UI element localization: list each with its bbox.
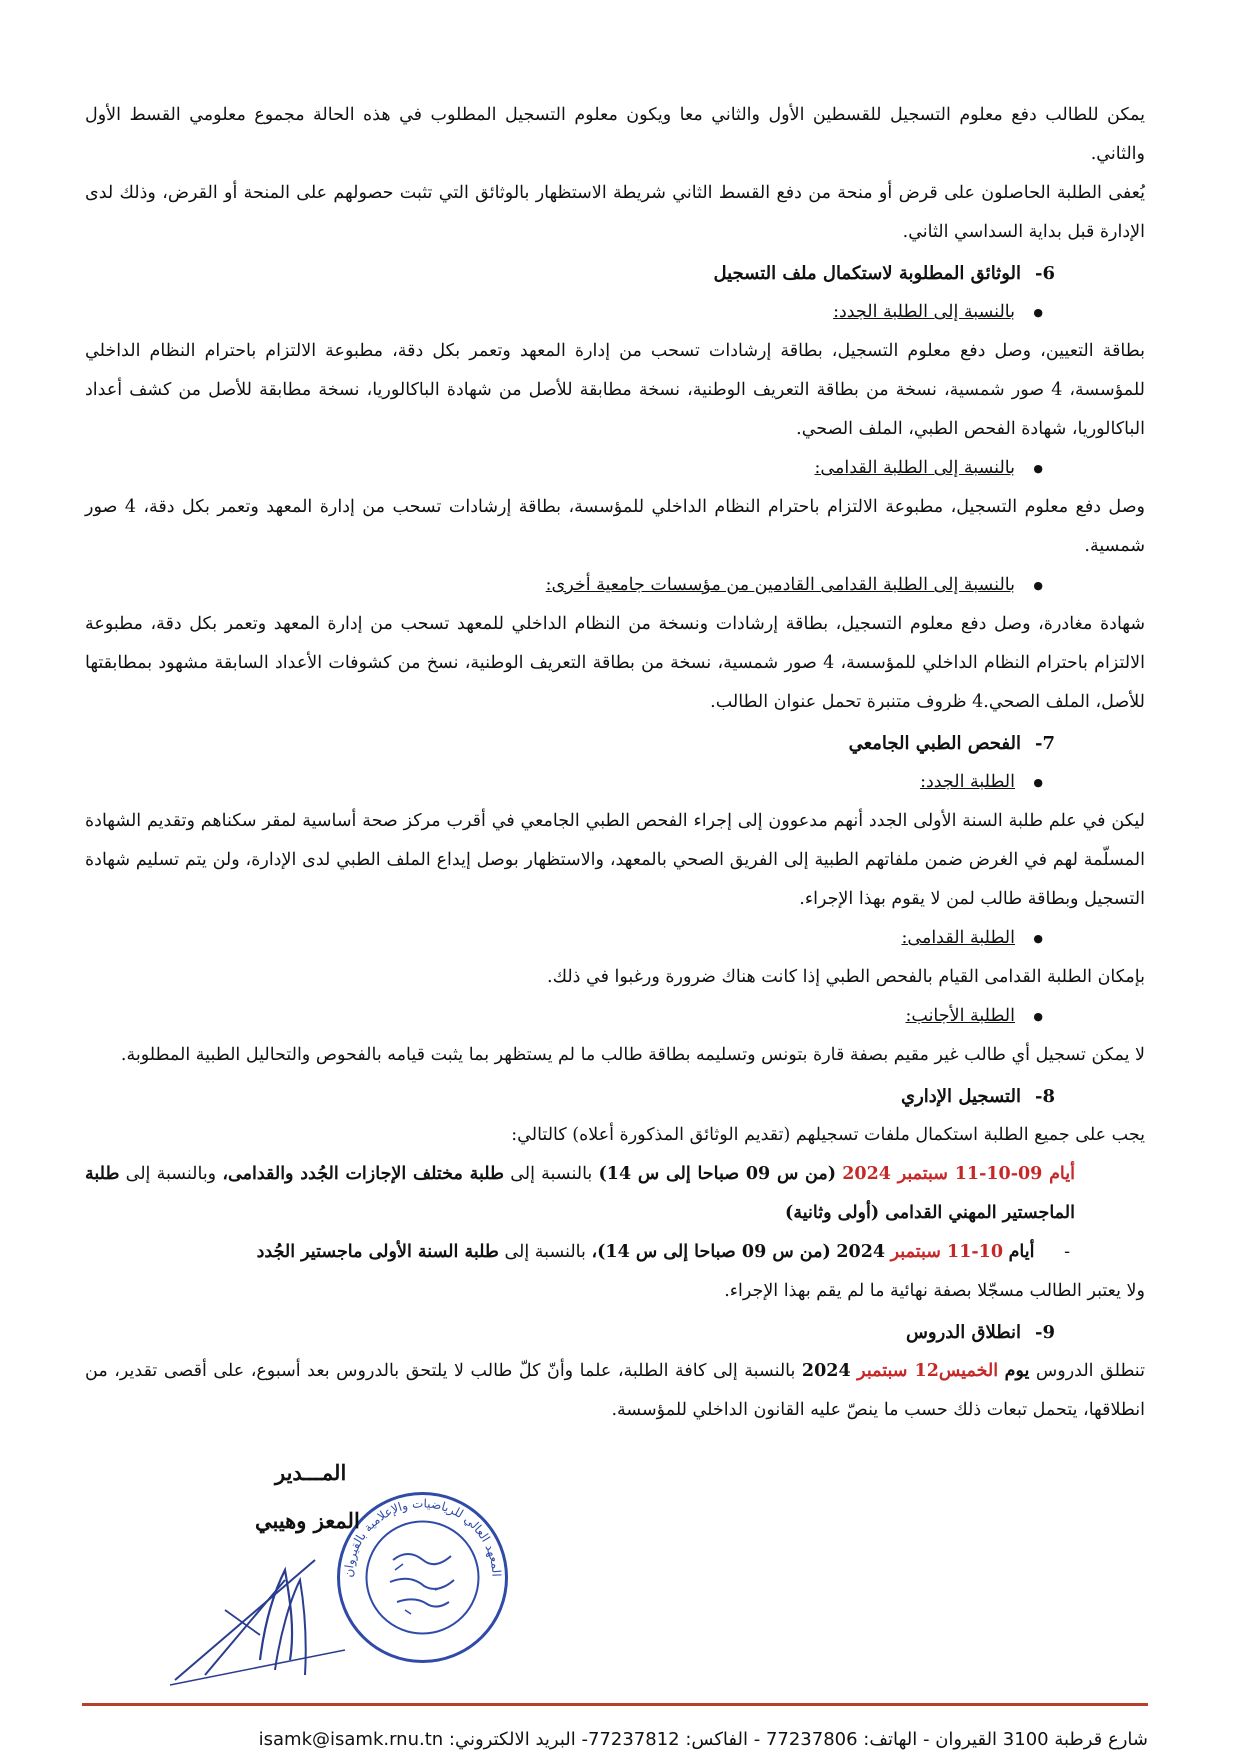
section-7-title: الفحص الطبي الجامعي xyxy=(848,733,1021,754)
schedule-1-and: وبالنسبة إلى xyxy=(125,1164,217,1184)
schedule-2-hours: (من س 09 صباحا إلى س 14)، xyxy=(591,1242,831,1262)
intro-paragraph-1: يمكن للطالب دفع معلوم التسجيل للقسطين الأول والثاني معا ويكون معلوم التسجيل المطلوب في هذه الحالة مجموع معلومي القسط الأول والثاني. xyxy=(85,105,1145,164)
bullet-medical-foreign xyxy=(85,997,1015,1036)
old-students-documents: وصل دفع معلوم التسجيل، مطبوعة الالتزام باحترام النظام الداخلي للمؤسسة، بطاقة إرشادات تسحب من إدارة المعهد وتعمر بكل دقة، 4 صور شمسية. xyxy=(85,497,1145,556)
footer-contact: شارع قرطبة 3100 القيروان - الهاتف: 77237806 - الفاكس: 77237812- البريد الالكتروني: isamk@isamk.rnu.tn xyxy=(258,1729,1148,1750)
schedule-2-target: طلبة السنة الأولى ماجستير الجُدد xyxy=(256,1242,499,1262)
old-students-label: بالنسبة إلى الطلبة القدامى: xyxy=(814,458,1015,478)
section-8-number: 8- xyxy=(1034,1086,1055,1107)
schedule-2-year: 2024 xyxy=(836,1242,886,1262)
section-7-heading xyxy=(85,724,1055,763)
director-name: المعز وهيبي xyxy=(255,1508,360,1533)
director-title: المـــدير xyxy=(275,1460,347,1485)
schedule-2-for: بالنسبة إلى xyxy=(504,1242,586,1262)
registration-note: ولا يعتبر الطالب مسجّلا بصفة نهائية ما لم يقم بهذا الإجراء. xyxy=(724,1281,1145,1301)
schedule-line-2 xyxy=(85,1233,1070,1272)
schedule-2-dash: - xyxy=(1064,1242,1070,1262)
medical-old-label: الطلبة القدامى: xyxy=(901,928,1015,948)
medical-new-label: الطلبة الجدد: xyxy=(920,772,1015,792)
section-8-title: التسجيل الإداري xyxy=(900,1086,1021,1107)
new-students-label: بالنسبة إلى الطلبة الجدد: xyxy=(833,302,1015,322)
schedule-1-for: بالنسبة إلى xyxy=(510,1164,593,1184)
medical-foreign-label: الطلبة الأجانب: xyxy=(905,1006,1015,1026)
schedule-1-days: أيام 09-10-11 سبتمبر 2024 xyxy=(842,1164,1075,1184)
handwritten-signature-icon xyxy=(165,1540,395,1690)
bullet-medical-new xyxy=(85,763,1015,802)
schedule-1-target: طلبة مختلف الإجازات الجُدد والقدامى، xyxy=(222,1164,504,1184)
new-students-documents: بطاقة التعيين، وصل دفع معلوم التسجيل، بطاقة إرشادات تسحب من إدارة المعهد وتعمر بكل دقة، مطبوعة الالتزام باحترام النظام الداخلي للمؤسسة، 4 صور شمسية، نسخة من بطاقة التعريف الوطنية، نسخة مطابقة للأصل من شهادة الباكالوريا، نسخة مطابقة للأصل من كشف أعداد الباكالوريا، شهادة الفحص الطبي، الملف الصحي. xyxy=(85,341,1145,439)
section-9-title: انطلاق الدروس xyxy=(905,1322,1021,1343)
schedule-line-1 xyxy=(85,1155,1075,1233)
schedule-1-target-2: طلبة الماجستير المهني القدامى (أولى وثانية) xyxy=(85,1164,1075,1223)
transfer-students-label: بالنسبة إلى الطلبة القدامى القادمين من مؤسسات جامعية أخرى: xyxy=(545,575,1015,595)
transfer-students-documents: شهادة مغادرة، وصل دفع معلوم التسجيل، بطاقة إرشادات ونسخة من النظام الداخلي للمعهد تسحب من إدارة المعهد وتعمر بكل دقة، مطبوعة الالتزام باحترام النظام الداخلي للمؤسسة، 4 صور شمسية، نسخة من بطاقة التعريف الوطنية، نسخ من كشوفات الأعداد السابقة مشهود بمطابقتها للأصل، الملف الصحي.4 ظروف متنبرة تحمل عنوان الطالب. xyxy=(85,614,1145,712)
section-8-heading xyxy=(85,1077,1055,1116)
classes-start-lead: تنطلق الدروس xyxy=(1035,1361,1145,1381)
document-body xyxy=(85,96,1145,1430)
section-9-heading xyxy=(85,1313,1055,1352)
intro-paragraph-2: يُعفى الطلبة الحاصلون على قرض أو منحة من دفع القسط الثاني شريطة الاستظهار بالوثائق التي تثبت حصولهم على المنحة أو القرض، وذلك لدى الإدارة قبل بداية السداسي الثاني. xyxy=(85,183,1145,242)
registration-intro: يجب على جميع الطلبة استكمال ملفات تسجيلهم (تقديم الوثائق المذكورة أعلاه) كالتالي: xyxy=(511,1125,1145,1145)
schedule-2-days: 10-11 سبتمبر xyxy=(890,1242,1004,1262)
medical-new-text: ليكن في علم طلبة السنة الأولى الجدد أنهم مدعوون إلى إجراء الفحص الطبي الجامعي في أقرب مركز صحة أساسية لمقر سكناهم وتقديم الشهادة المسلّمة لهم في الغرض ضمن ملفاتهم الطبية إلى الفريق الصحي بالمعهد، والاستظهار بوصل إيداع الملف الطبي لدى الإدارة، ولن يتم تسليم شهادة التسجيل وبطاقة طالب لمن لا يقوم بهذا الإجراء. xyxy=(85,811,1145,909)
schedule-1-hours: (من س 09 صباحا إلى س 14) xyxy=(598,1164,837,1184)
section-7-number: 7- xyxy=(1034,733,1055,754)
section-6-heading xyxy=(85,254,1055,293)
footer-divider xyxy=(82,1703,1148,1706)
classes-start-paragraph xyxy=(85,1352,1145,1430)
classes-start-rest: بالنسبة إلى كافة الطلبة، علما وأنّ كلّ طالب لا يلتحق بالدروس بعد أسبوع، على أقصى تقدير، من انطلاقها، يتحمل تبعات ذلك حسب ما ينصّ عليه القانون الداخلي للمؤسسة. xyxy=(85,1361,1145,1420)
bullet-old-students xyxy=(85,449,1015,488)
medical-foreign-text: لا يمكن تسجيل أي طالب غير مقيم بصفة قارة بتونس وتسليمه بطاقة طالب ما لم يستظهر بما يثبت قيامه بالفحوص والتحاليل الطبية المطلوبة. xyxy=(120,1045,1145,1065)
bullet-new-students xyxy=(85,293,1015,332)
section-6-title: الوثائق المطلوبة لاستكمال ملف التسجيل xyxy=(713,263,1021,284)
stamp-ring-text: المعهد العالي للرياضيات والإعلامية بالقيروان xyxy=(341,1496,504,1578)
schedule-2-days-prefix: أيام xyxy=(1008,1242,1035,1262)
classes-start-date: الخميس12 سبتمبر xyxy=(857,1361,999,1381)
section-6-number: 6- xyxy=(1034,263,1055,284)
section-9-number: 9- xyxy=(1034,1322,1055,1343)
classes-start-year: 2024 xyxy=(801,1361,851,1381)
classes-start-day-word: يوم xyxy=(1004,1361,1030,1381)
bullet-medical-old xyxy=(85,919,1015,958)
medical-old-text: بإمكان الطلبة القدامى القيام بالفحص الطبي إذا كانت هناك ضرورة ورغبوا في ذلك. xyxy=(547,967,1145,987)
signature-block xyxy=(165,1460,565,1690)
bullet-transfer-students xyxy=(85,566,1015,605)
